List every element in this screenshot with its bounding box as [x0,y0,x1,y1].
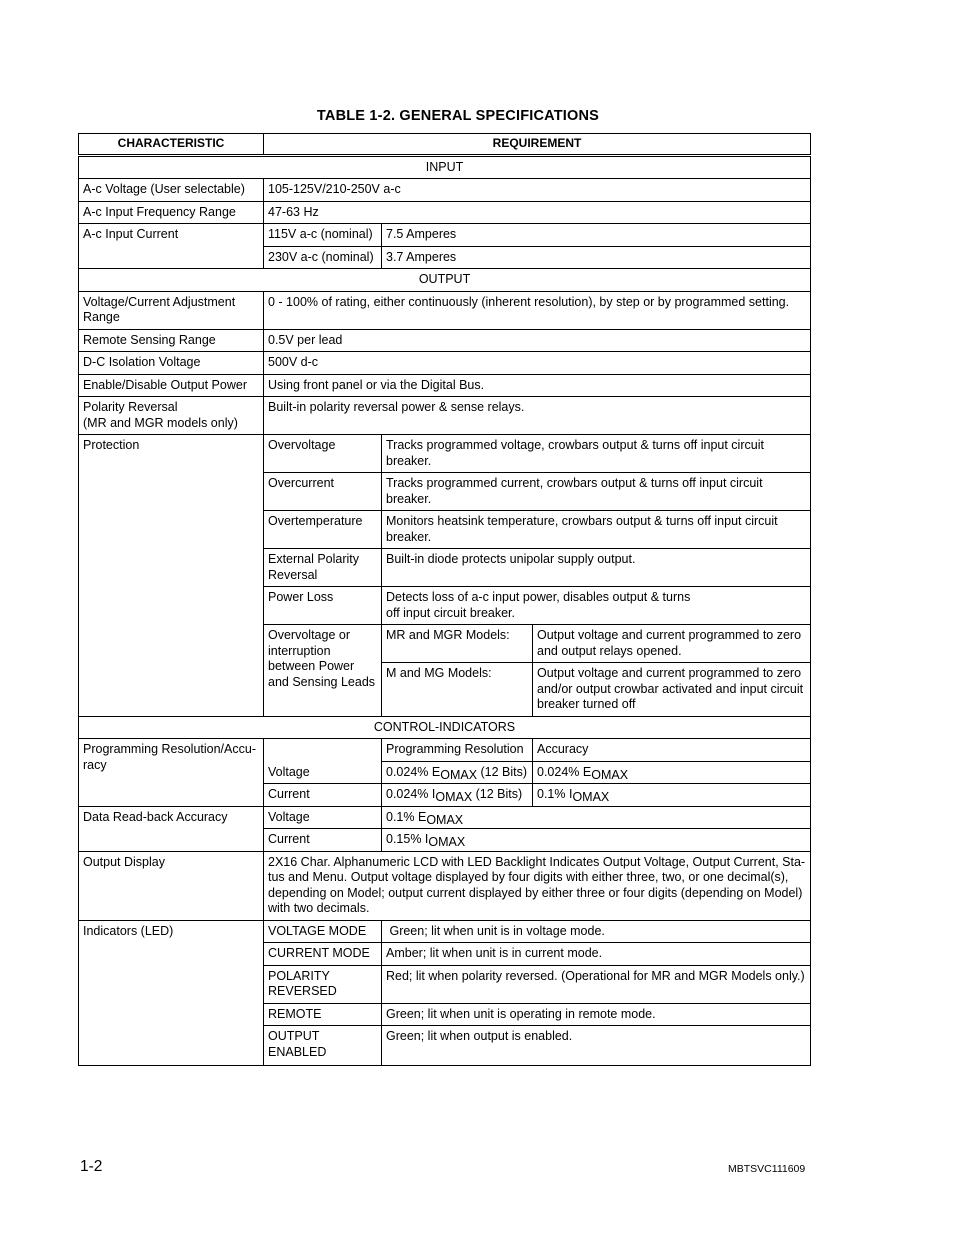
table-row [79,329,811,352]
table-row [79,201,811,224]
row-value: 0 - 100% of rating, either continuously (inherent resolution), by step or by programmed setting. [264,291,811,329]
indicator-name: VOLTAGE MODE [264,920,382,943]
readback-current-name: Current [264,829,382,852]
row-label: A-c Input Current [79,224,264,269]
col-accuracy: Accuracy [533,739,811,762]
protection-desc: Tracks programmed current, crowbars output & turns off input circuit breaker. [382,473,811,511]
row-label: Output Display [79,851,264,920]
row-value: 105-125V/210-250V a-c [264,179,811,202]
readback-voltage-value: 0.1% $E_{OMAX}$ [382,806,811,829]
table-row [79,435,811,473]
prog-current-accuracy: 0.1% $I_{OMAX}$ [533,784,811,807]
protection-name: Overcurrent [264,473,382,511]
prog-current-name: Current [264,784,382,807]
row-value: 3.7 Amperes [382,246,811,269]
page-number: 1-2 [80,1158,103,1175]
indicator-desc: Red; lit when polarity reversed. (Operational for MR and MGR Models only.) [382,965,811,1003]
row-label [79,397,264,435]
readback-current-value: 0.15% $I_{OMAX}$ [382,829,811,852]
row-value: Using front panel or via the Digital Bus. [264,374,811,397]
indicator-name: POLARITY REVERSED [264,965,382,1003]
polarity-label-line1: Polarity Reversal [83,400,178,414]
indicator-desc: Green; lit when unit is in voltage mode. [382,920,811,943]
indicator-name: CURRENT MODE [264,943,382,966]
section-control-indicators: CONTROL-INDICATORS [79,716,811,739]
protection-desc [382,587,811,625]
protection-name: Overtemperature [264,511,382,549]
table-row [79,352,811,375]
col-programming-resolution: Programming Resolution [382,739,533,762]
document-id: MBTSVC111609 [728,1163,806,1175]
protection-desc: Tracks programmed voltage, crowbars output & turns off input circuit breaker. [382,435,811,473]
table-row [79,374,811,397]
specifications-table [78,133,811,1066]
row-label: A-c Input Frequency Range [79,201,264,224]
table-row [79,224,811,247]
readback-voltage-name: Voltage [264,806,382,829]
prog-voltage-name: Voltage [264,739,382,784]
protection-desc: Monitors heatsink temperature, crowbars output & turns off input circuit breaker. [382,511,811,549]
row-label: Data Read-back Accuracy [79,806,264,851]
condition-cell: 115V a-c (nominal) [264,224,382,247]
row-label: Enable/Disable Output Power [79,374,264,397]
polarity-label-line2: (MR and MGR models only) [83,415,238,430]
table-row [79,179,811,202]
row-label: Voltage/Current Adjustment Range [79,291,264,329]
prog-voltage-resolution: 0.024% $E_{OMAX}$ (12 Bits) [382,761,533,784]
row-label: D-C Isolation Voltage [79,352,264,375]
row-value: Built-in polarity reversal power & sense relays. [264,397,811,435]
power-loss-line1: Detects loss of a-c input power, disables output & turns [386,590,691,604]
header-requirement: REQUIREMENT [264,134,811,155]
model-cell: MR and MGR Models: [382,625,533,663]
model-desc: Output voltage and current programmed to zero and output relays opened. [533,625,811,663]
prog-current-resolution: 0.024% $I_{OMAX}$ (12 Bits) [382,784,533,807]
row-value: 0.5V per lead [264,329,811,352]
indicator-desc: Amber; lit when unit is in current mode. [382,943,811,966]
power-loss-line2: off input circuit breaker. [386,605,516,620]
table-row [79,291,811,329]
row-value: 7.5 Amperes [382,224,811,247]
row-label: A-c Voltage (User selectable) [79,179,264,202]
table-row [79,920,811,943]
table-row [79,851,811,920]
row-label: Indicators (LED) [79,920,264,1066]
protection-label: Protection [79,435,264,717]
prog-voltage-accuracy: 0.024% $E_{OMAX}$ [533,761,811,784]
protection-name: External Polarity Reversal [264,549,382,587]
protection-desc: Built-in diode protects unipolar supply output. [382,549,811,587]
indicator-desc: Green; lit when output is enabled. [382,1026,811,1066]
table-row [79,739,811,762]
indicator-name: OUTPUT ENABLED [264,1026,382,1066]
interruption-name: Overvoltage or interruption between Power and Sensing Leads [264,625,382,717]
table-title: TABLE 1-2. GENERAL SPECIFICATIONS [316,108,600,124]
model-cell: M and MG Models: [382,663,533,717]
model-desc: Output voltage and current programmed to zero and/or output crowbar activated and input circuit breaker turned off [533,663,811,717]
header-characteristic: CHARACTERISTIC [79,134,264,155]
condition-cell: 230V a-c (nominal) [264,246,382,269]
header-row [79,134,811,155]
protection-name: Power Loss [264,587,382,625]
row-label: Programming Resolution/Accu-racy [79,739,264,807]
row-value: 500V d-c [264,352,811,375]
indicator-desc: Green; lit when unit is operating in remote mode. [382,1003,811,1026]
protection-name: Overvoltage [264,435,382,473]
indicator-name: REMOTE [264,1003,382,1026]
section-input: INPUT [79,156,811,179]
row-value: 2X16 Char. Alphanumeric LCD with LED Backlight Indicates Output Voltage, Output Current, Sta-tus and Menu. Output voltage displayed by four digits with either three, two, or one decimal(s), depending on Model; output current displayed by either three or four digits (depending on Model) with two decimals. [264,851,811,920]
table-row [79,397,811,435]
section-output: OUTPUT [79,269,811,292]
table-row [79,806,811,829]
row-label: Remote Sensing Range [79,329,264,352]
row-value: 47-63 Hz [264,201,811,224]
